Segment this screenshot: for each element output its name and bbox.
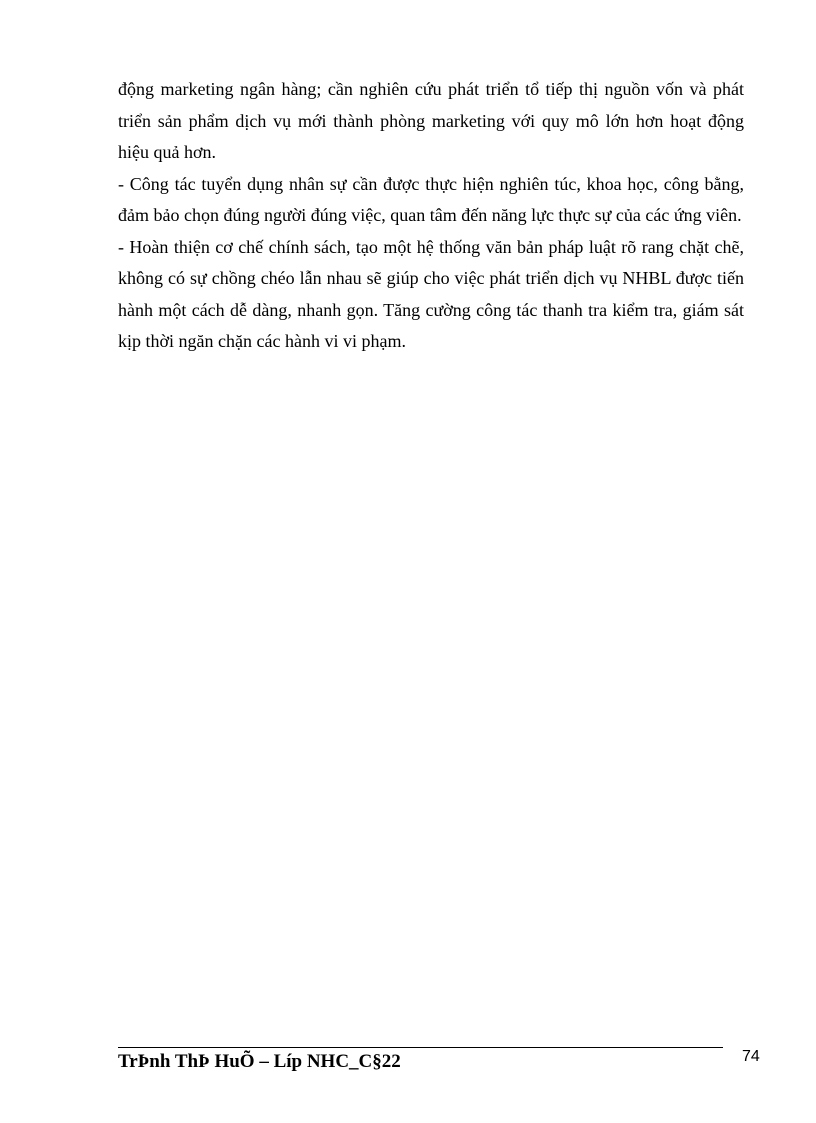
page-number: 74 bbox=[742, 1048, 760, 1065]
footer-author-class: TrÞnh ThÞ HuÕ – Líp NHC_C§22 bbox=[118, 1051, 401, 1072]
paragraph-marketing: động marketing ngân hàng; cần nghiên cứu phát triển tổ tiếp thị nguồn vốn và phát triển sản phẩm dịch vụ mới thành phòng marketing với quy mô lớn hơn hoạt động hiệu quả hơn. bbox=[118, 79, 744, 162]
paragraph-policy: - Hoàn thiện cơ chế chính sách, tạo một hệ thống văn bản pháp luật rõ rang chặt chẽ, không có sự chồng chéo lẫn nhau sẽ giúp cho việc phát triển dịch vụ NHBL được tiến hành một cách dễ dàng, nhanh gọn. Tăng cường công tác thanh tra kiểm tra, giám sát kịp thời ngăn chặn các hành vi vi phạm. bbox=[118, 236, 744, 351]
paragraph-recruitment: - Công tác tuyển dụng nhân sự cần được thực hiện nghiên túc, khoa học, công bằng, đảm bảo chọn đúng người đúng việc, quan tâm đến năng lực thực sự của các ứng viên. bbox=[118, 173, 744, 225]
footer-divider bbox=[118, 1047, 723, 1048]
document-body bbox=[118, 74, 744, 358]
